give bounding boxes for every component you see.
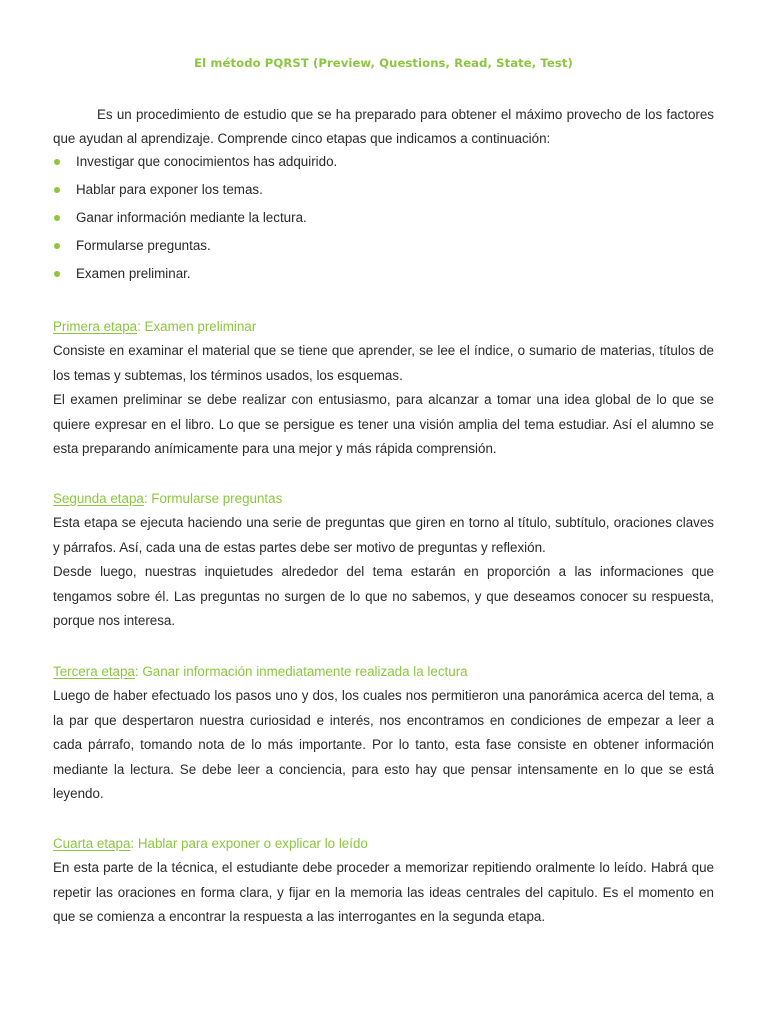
- bullet-icon: [54, 187, 60, 193]
- section-heading-link[interactable]: Cuarta etapa: [53, 836, 131, 851]
- section-heading-subtitle: : Formularse preguntas: [143, 491, 283, 506]
- list-item: [53, 262, 714, 290]
- section-tercera-etapa: [53, 660, 714, 807]
- list-item: [53, 206, 714, 234]
- section-cuarta-etapa: [53, 832, 714, 930]
- list-item-text: Investigar que conocimientos has adquirido.: [76, 154, 338, 169]
- list-item-text: Formularse preguntas.: [76, 238, 211, 253]
- intro-paragraph: Es un procedimiento de estudio que se ha preparado para obtener el máximo provecho de los factores que ayudan al aprendizaje. Comprende cinco etapas que indicamos a continuación:: [53, 107, 714, 146]
- section-segunda-etapa: [53, 487, 714, 634]
- bullet-icon: [54, 271, 60, 277]
- section-paragraph: En esta parte de la técnica, el estudiante debe proceder a memorizar repitiendo oralmente lo leído. Habrá que repetir las oraciones en forma clara, y fijar en la memoria las ideas centrales del capitulo. Es el momento en que se comienza a encontrar la respuesta a las interrogantes en la segunda etapa.: [53, 860, 714, 924]
- section-heading-subtitle: : Examen preliminar: [137, 319, 257, 334]
- bullet-icon: [54, 215, 60, 221]
- section-paragraph: El examen preliminar se debe realizar con entusiasmo, para alcanzar a tomar una idea global de lo que se quiere expresar en el libro. Lo que se persigue es tener una visión amplia del tema estudiar. Así el alumno se esta preparando anímicamente para una mejor y más rápida comprensión.: [53, 392, 714, 456]
- section-paragraph: Luego de haber efectuado los pasos uno y dos, los cuales nos permitieron una panorámica acerca del tema, a la par que despertaron nuestra curiosidad e interés, nos encontramos en condiciones de empezar a leer a cada párrafo, tomando nota de lo más importante. Por lo tanto, esta fase consiste en obtener información mediante la lectura. Se debe leer a conciencia, para esto hay que pensar intensamente en lo que se está leyendo.: [53, 688, 714, 801]
- list-item: [53, 234, 714, 262]
- section-heading: [53, 832, 714, 856]
- list-item: [53, 178, 714, 206]
- section-paragraph: Consiste en examinar el material que se tiene que aprender, se lee el índice, o sumario de materias, títulos de los temas y subtemas, los términos usados, los esquemas.: [53, 343, 714, 383]
- list-item-text: Examen preliminar.: [76, 266, 191, 281]
- list-item-text: Hablar para exponer los temas.: [76, 182, 263, 197]
- bullet-icon: [54, 243, 60, 249]
- section-heading-subtitle: : Ganar información inmediatamente realizada la lectura: [134, 664, 468, 679]
- list-item-text: Ganar información mediante la lectura.: [76, 210, 307, 225]
- section-heading: [53, 660, 714, 684]
- bullet-icon: [54, 159, 60, 165]
- list-item: [53, 150, 714, 178]
- section-heading-subtitle: : Hablar para exponer o explicar lo leído: [130, 836, 368, 851]
- section-primera-etapa: [53, 315, 714, 462]
- section-heading: [53, 315, 714, 339]
- section-paragraph: Esta etapa se ejecuta haciendo una serie de preguntas que giren en torno al título, subtítulo, oraciones claves y párrafos. Así, cada una de estas partes debe ser motivo de preguntas y reflexión.: [53, 515, 714, 555]
- section-heading: [53, 487, 714, 511]
- section-heading-link[interactable]: Segunda etapa: [53, 491, 144, 506]
- section-paragraph: Desde luego, nuestras inquietudes alrededor del tema estarán en proporción a las informaciones que tengamos sobre él. Las preguntas no surgen de lo que no sabemos, y que deseamos conocer su respuesta, porque nos interesa.: [53, 564, 714, 628]
- document-title: El método PQRST (Preview, Questions, Read, State, Test): [194, 56, 573, 70]
- section-heading-link[interactable]: Primera etapa: [53, 319, 138, 334]
- stages-list: [53, 150, 714, 290]
- section-heading-link[interactable]: Tercera etapa: [53, 664, 135, 679]
